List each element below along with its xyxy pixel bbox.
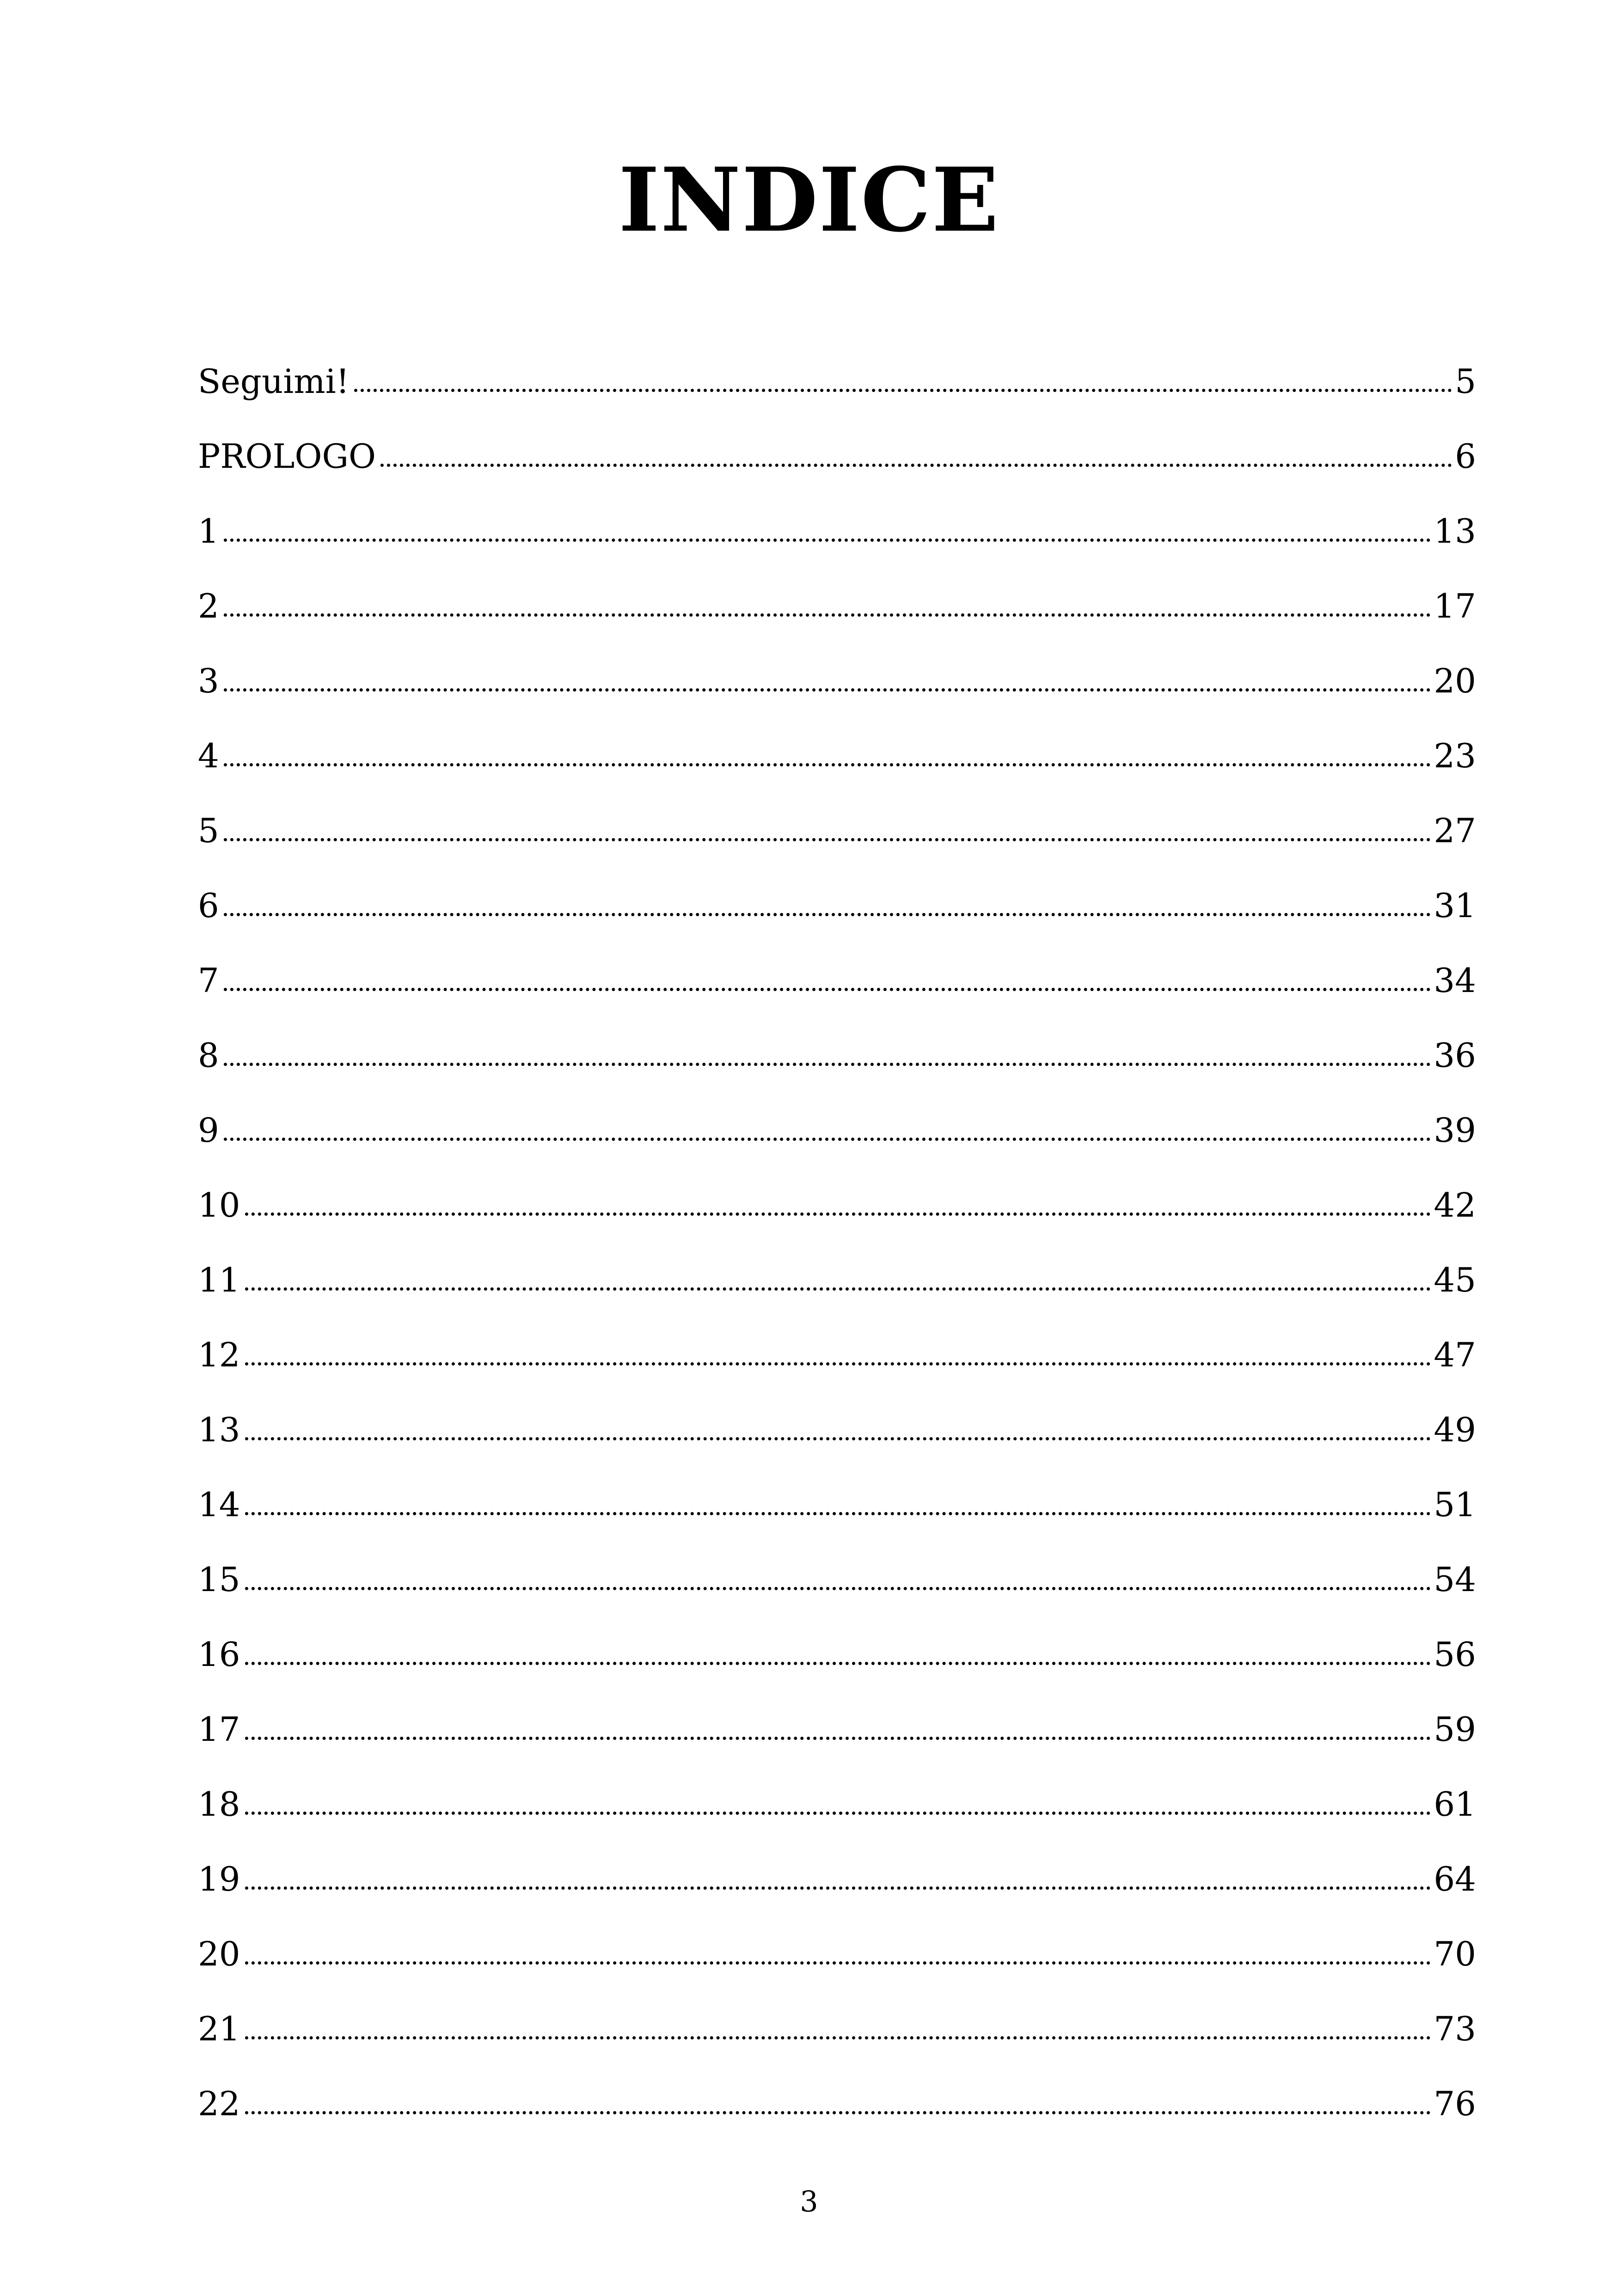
toc-entry[interactable] [198,581,1476,655]
toc-entry[interactable] [198,1704,1476,1779]
toc-dot-leader [354,389,1453,392]
toc-entry-label: 8 [198,1036,219,1075]
toc-entry-page: 6 [1455,437,1476,476]
toc-entry[interactable] [198,1554,1476,1629]
toc-entry-label: 5 [198,811,219,850]
toc-entry[interactable] [198,2003,1476,2078]
toc-entry[interactable] [198,955,1476,1030]
toc-entry[interactable] [198,1479,1476,1554]
toc-dot-leader [245,1737,1431,1740]
toc-entry-page: 73 [1434,2009,1476,2048]
toc-entry-label: 10 [198,1186,240,1225]
toc-entry[interactable] [198,880,1476,955]
toc-entry-label: 3 [198,661,219,700]
toc-entry-label: 12 [198,1335,240,1374]
toc-dot-leader [245,1662,1431,1665]
toc-entry-page: 23 [1434,736,1476,775]
toc-entry[interactable] [198,655,1476,730]
toc-dot-leader [224,763,1431,766]
toc-entry-page: 49 [1434,1410,1476,1449]
toc-dot-leader [245,1512,1431,1515]
toc-entry[interactable] [198,1629,1476,1704]
toc-dot-leader [245,1437,1431,1440]
page-number: 3 [800,2185,818,2218]
toc-entry-label: 11 [198,1261,240,1299]
toc-entry-label: 6 [198,886,219,925]
toc-entry-label: 18 [198,1785,240,1824]
toc-entry-page: 70 [1434,1935,1476,1973]
toc-entry-label: 14 [198,1485,240,1524]
toc-entry-page: 5 [1455,362,1476,401]
toc-entry[interactable] [198,1404,1476,1479]
toc-entry-page: 39 [1434,1111,1476,1150]
toc-entry[interactable] [198,805,1476,880]
toc-entry-label: 19 [198,1860,240,1898]
toc-entry[interactable] [198,2078,1476,2153]
toc-entry-label: 9 [198,1111,219,1150]
toc-dot-leader [245,2036,1431,2039]
toc-entry-label: 2 [198,587,219,625]
toc-dot-leader [245,1212,1431,1216]
toc-dot-leader [245,1886,1431,1890]
toc-entry[interactable] [198,1030,1476,1105]
toc-entry-label: 20 [198,1935,240,1973]
toc-entry[interactable] [198,1180,1476,1255]
table-of-contents [198,356,1476,2153]
toc-dot-leader [245,1961,1431,1965]
toc-entry[interactable] [198,356,1476,431]
toc-entry-page: 20 [1434,661,1476,700]
toc-dot-leader [245,1362,1431,1365]
toc-entry-page: 47 [1434,1335,1476,1374]
toc-entry-page: 56 [1434,1635,1476,1674]
toc-dot-leader [380,464,1452,467]
toc-dot-leader [224,1138,1431,1141]
toc-entry-label: 17 [198,1710,240,1749]
toc-dot-leader [224,1063,1431,1066]
toc-dot-leader [245,1587,1431,1590]
toc-dot-leader [224,539,1431,542]
toc-entry-page: 59 [1434,1710,1476,1749]
toc-dot-leader [245,2111,1431,2114]
toc-entry[interactable] [198,1854,1476,1929]
toc-entry-label: 15 [198,1560,240,1599]
toc-entry-label: 4 [198,736,219,775]
toc-entry-label: 22 [198,2084,240,2123]
toc-entry-label: 13 [198,1410,240,1449]
toc-entry-label: 7 [198,961,219,1000]
toc-entry-page: 31 [1434,886,1476,925]
toc-dot-leader [245,1812,1431,1815]
toc-entry-page: 17 [1434,587,1476,625]
toc-dot-leader [224,838,1431,841]
toc-entry-page: 54 [1434,1560,1476,1599]
toc-entry-page: 36 [1434,1036,1476,1075]
toc-entry-page: 27 [1434,811,1476,850]
toc-dot-leader [245,1287,1431,1291]
toc-entry-label: 16 [198,1635,240,1674]
toc-entry[interactable] [198,730,1476,805]
toc-dot-leader [224,988,1431,991]
toc-entry-label: 1 [198,512,219,551]
toc-entry-page: 42 [1434,1186,1476,1225]
toc-entry[interactable] [198,1329,1476,1404]
toc-entry[interactable] [198,1105,1476,1180]
toc-entry[interactable] [198,1779,1476,1854]
toc-entry[interactable] [198,1255,1476,1329]
toc-entry-page: 61 [1434,1785,1476,1824]
toc-dot-leader [224,913,1431,916]
toc-entry-page: 76 [1434,2084,1476,2123]
toc-entry-label: PROLOGO [198,437,376,476]
toc-entry-page: 51 [1434,1485,1476,1524]
toc-entry-page: 34 [1434,961,1476,1000]
toc-dot-leader [224,613,1431,617]
toc-entry[interactable] [198,1929,1476,2003]
toc-dot-leader [224,688,1431,692]
toc-entry-label: 21 [198,2009,240,2048]
page-title: INDICE [618,148,1000,251]
toc-entry[interactable] [198,506,1476,581]
toc-entry-page: 64 [1434,1860,1476,1898]
toc-entry-page: 13 [1434,512,1476,551]
toc-entry-label: Seguimi! [198,362,349,401]
toc-entry[interactable] [198,431,1476,506]
toc-entry-page: 45 [1434,1261,1476,1299]
